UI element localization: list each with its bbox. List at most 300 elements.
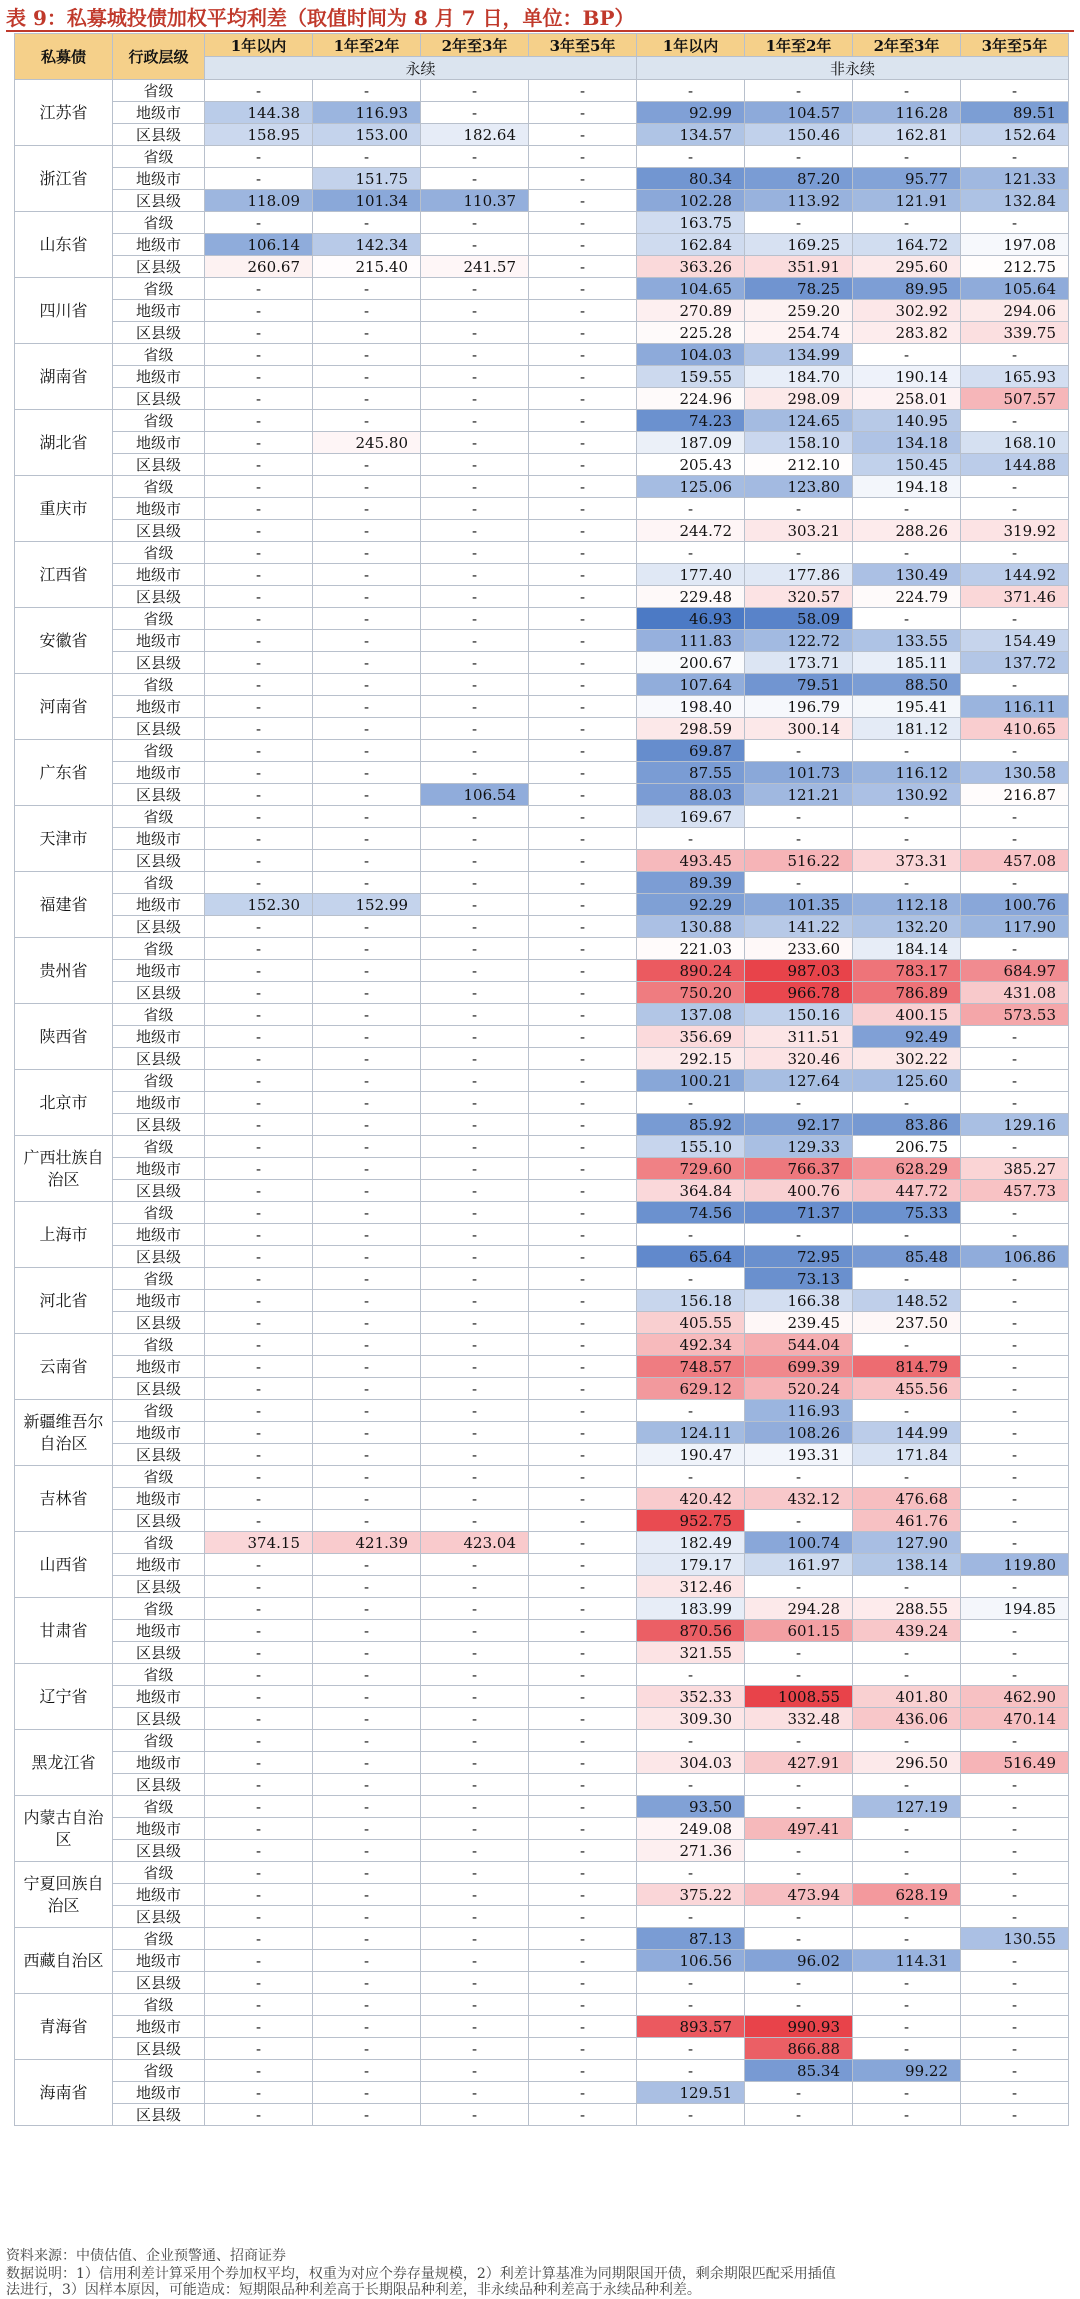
value-cell: 492.34 bbox=[637, 1334, 745, 1356]
value-cell: - bbox=[205, 916, 313, 938]
value-cell: - bbox=[421, 1114, 529, 1136]
table-row bbox=[15, 168, 1069, 190]
value-cell: - bbox=[313, 1444, 421, 1466]
value-cell: - bbox=[853, 1576, 961, 1598]
level-cell: 区县级 bbox=[113, 1114, 205, 1136]
value-cell: 130.55 bbox=[961, 1928, 1069, 1950]
value-cell: - bbox=[529, 784, 637, 806]
table-row bbox=[15, 1158, 1069, 1180]
value-cell: - bbox=[205, 1136, 313, 1158]
value-cell: 952.75 bbox=[637, 1510, 745, 1532]
level-cell: 区县级 bbox=[113, 652, 205, 674]
province-cell: 吉林省 bbox=[15, 1466, 113, 1532]
value-cell: - bbox=[529, 2104, 637, 2126]
table-row bbox=[15, 1884, 1069, 1906]
value-cell: 106.14 bbox=[205, 234, 313, 256]
value-cell: 88.03 bbox=[637, 784, 745, 806]
level-cell: 区县级 bbox=[113, 1444, 205, 1466]
value-cell: 473.94 bbox=[745, 1884, 853, 1906]
header-private-bond: 私募债 bbox=[15, 34, 113, 80]
value-cell: - bbox=[205, 1356, 313, 1378]
table-row bbox=[15, 1510, 1069, 1532]
value-cell: - bbox=[529, 652, 637, 674]
value-cell: 493.45 bbox=[637, 850, 745, 872]
table-row bbox=[15, 1840, 1069, 1862]
province-cell: 陕西省 bbox=[15, 1004, 113, 1070]
value-cell: 164.72 bbox=[853, 234, 961, 256]
value-cell: - bbox=[421, 212, 529, 234]
value-cell: - bbox=[421, 520, 529, 542]
table-row bbox=[15, 542, 1069, 564]
value-cell: - bbox=[205, 828, 313, 850]
value-cell: - bbox=[205, 1070, 313, 1092]
value-cell: - bbox=[205, 146, 313, 168]
value-cell: 729.60 bbox=[637, 1158, 745, 1180]
value-cell: 150.16 bbox=[745, 1004, 853, 1026]
value-cell: - bbox=[745, 212, 853, 234]
value-cell: 105.64 bbox=[961, 278, 1069, 300]
value-cell: - bbox=[961, 498, 1069, 520]
table-row bbox=[15, 608, 1069, 630]
value-cell: - bbox=[853, 608, 961, 630]
value-cell: - bbox=[529, 2060, 637, 2082]
value-cell: - bbox=[421, 2082, 529, 2104]
value-cell: - bbox=[961, 1092, 1069, 1114]
value-cell: - bbox=[529, 498, 637, 520]
value-cell: - bbox=[421, 454, 529, 476]
value-cell: 237.50 bbox=[853, 1312, 961, 1334]
value-cell: - bbox=[529, 1818, 637, 1840]
value-cell: - bbox=[853, 2104, 961, 2126]
value-cell: - bbox=[205, 1334, 313, 1356]
value-cell: - bbox=[961, 1620, 1069, 1642]
level-cell: 地级市 bbox=[113, 1422, 205, 1444]
value-cell: - bbox=[529, 1950, 637, 1972]
level-cell: 省级 bbox=[113, 740, 205, 762]
value-cell: 101.73 bbox=[745, 762, 853, 784]
value-cell: - bbox=[313, 476, 421, 498]
value-cell: - bbox=[205, 1686, 313, 1708]
table-row bbox=[15, 696, 1069, 718]
value-cell: - bbox=[421, 168, 529, 190]
value-cell: - bbox=[205, 344, 313, 366]
value-cell: - bbox=[421, 630, 529, 652]
value-cell: 814.79 bbox=[853, 1356, 961, 1378]
value-cell: 111.83 bbox=[637, 630, 745, 652]
value-cell: 121.21 bbox=[745, 784, 853, 806]
table-row bbox=[15, 1026, 1069, 1048]
table-row bbox=[15, 2104, 1069, 2126]
table-row bbox=[15, 410, 1069, 432]
value-cell: - bbox=[853, 806, 961, 828]
value-cell: - bbox=[529, 1708, 637, 1730]
value-cell: 283.82 bbox=[853, 322, 961, 344]
province-cell: 宁夏回族自治区 bbox=[15, 1862, 113, 1928]
value-cell: - bbox=[853, 1840, 961, 1862]
value-cell: - bbox=[421, 1180, 529, 1202]
table-row bbox=[15, 564, 1069, 586]
table-row bbox=[15, 1048, 1069, 1070]
value-cell: - bbox=[529, 1004, 637, 1026]
value-cell: 401.80 bbox=[853, 1686, 961, 1708]
value-cell: - bbox=[421, 322, 529, 344]
value-cell: - bbox=[205, 1224, 313, 1246]
value-cell: - bbox=[853, 1334, 961, 1356]
value-cell: - bbox=[421, 652, 529, 674]
value-cell: - bbox=[529, 388, 637, 410]
value-cell: - bbox=[205, 806, 313, 828]
value-cell: - bbox=[421, 1774, 529, 1796]
value-cell: - bbox=[853, 498, 961, 520]
value-cell: - bbox=[745, 2104, 853, 2126]
value-cell: - bbox=[313, 1686, 421, 1708]
level-cell: 地级市 bbox=[113, 564, 205, 586]
value-cell: - bbox=[529, 740, 637, 762]
level-cell: 省级 bbox=[113, 410, 205, 432]
province-cell: 新疆维吾尔自治区 bbox=[15, 1400, 113, 1466]
value-cell: - bbox=[853, 1862, 961, 1884]
level-cell: 地级市 bbox=[113, 1752, 205, 1774]
value-cell: 573.53 bbox=[961, 1004, 1069, 1026]
value-cell: - bbox=[421, 1268, 529, 1290]
value-cell: - bbox=[961, 1224, 1069, 1246]
table-row bbox=[15, 960, 1069, 982]
value-cell: - bbox=[853, 1730, 961, 1752]
value-cell: 254.74 bbox=[745, 322, 853, 344]
value-cell: - bbox=[313, 696, 421, 718]
level-cell: 区县级 bbox=[113, 1378, 205, 1400]
value-cell: - bbox=[745, 542, 853, 564]
level-cell: 区县级 bbox=[113, 256, 205, 278]
value-cell: - bbox=[421, 1840, 529, 1862]
table-row bbox=[15, 1466, 1069, 1488]
value-cell: 684.97 bbox=[961, 960, 1069, 982]
value-cell: - bbox=[313, 1664, 421, 1686]
value-cell: 195.41 bbox=[853, 696, 961, 718]
value-cell: - bbox=[745, 1840, 853, 1862]
value-cell: - bbox=[313, 410, 421, 432]
level-cell: 地级市 bbox=[113, 1158, 205, 1180]
value-cell: - bbox=[421, 1136, 529, 1158]
value-cell: - bbox=[313, 1202, 421, 1224]
value-cell: 364.84 bbox=[637, 1180, 745, 1202]
value-cell: 300.14 bbox=[745, 718, 853, 740]
value-cell: - bbox=[421, 1290, 529, 1312]
value-cell: - bbox=[313, 1972, 421, 1994]
table-row bbox=[15, 2082, 1069, 2104]
table-row bbox=[15, 1444, 1069, 1466]
value-cell: - bbox=[529, 1730, 637, 1752]
value-cell: - bbox=[205, 1114, 313, 1136]
table-row bbox=[15, 1752, 1069, 1774]
value-cell: - bbox=[853, 1092, 961, 1114]
level-cell: 区县级 bbox=[113, 2038, 205, 2060]
value-cell: - bbox=[853, 2016, 961, 2038]
value-cell: 89.51 bbox=[961, 102, 1069, 124]
value-cell: - bbox=[313, 1862, 421, 1884]
value-cell: - bbox=[961, 1422, 1069, 1444]
value-cell: - bbox=[745, 2082, 853, 2104]
province-cell: 西藏自治区 bbox=[15, 1928, 113, 1994]
value-cell: - bbox=[529, 1466, 637, 1488]
value-cell: - bbox=[313, 1906, 421, 1928]
value-cell: 221.03 bbox=[637, 938, 745, 960]
province-cell: 云南省 bbox=[15, 1334, 113, 1400]
value-cell: - bbox=[313, 828, 421, 850]
value-cell: - bbox=[529, 454, 637, 476]
value-cell: 320.57 bbox=[745, 586, 853, 608]
province-cell: 河南省 bbox=[15, 674, 113, 740]
value-cell: 156.18 bbox=[637, 1290, 745, 1312]
value-cell: - bbox=[313, 366, 421, 388]
value-cell: - bbox=[529, 2082, 637, 2104]
value-cell: - bbox=[961, 1884, 1069, 1906]
value-cell: - bbox=[313, 630, 421, 652]
value-cell: 177.40 bbox=[637, 564, 745, 586]
value-cell: - bbox=[313, 300, 421, 322]
value-cell: - bbox=[313, 1092, 421, 1114]
value-cell: 110.37 bbox=[421, 190, 529, 212]
value-cell: - bbox=[637, 1224, 745, 1246]
table-row bbox=[15, 762, 1069, 784]
table-row bbox=[15, 322, 1069, 344]
level-cell: 区县级 bbox=[113, 1972, 205, 1994]
province-cell: 山西省 bbox=[15, 1532, 113, 1598]
value-cell: - bbox=[961, 1400, 1069, 1422]
value-cell: - bbox=[205, 520, 313, 542]
value-cell: 69.87 bbox=[637, 740, 745, 762]
level-cell: 省级 bbox=[113, 1994, 205, 2016]
value-cell: 150.45 bbox=[853, 454, 961, 476]
value-cell: - bbox=[961, 1268, 1069, 1290]
value-cell: 890.24 bbox=[637, 960, 745, 982]
value-cell: - bbox=[637, 1268, 745, 1290]
value-cell: 65.64 bbox=[637, 1246, 745, 1268]
value-cell: - bbox=[529, 1752, 637, 1774]
value-cell: - bbox=[205, 410, 313, 432]
value-cell: - bbox=[853, 2038, 961, 2060]
value-cell: - bbox=[205, 1840, 313, 1862]
level-cell: 地级市 bbox=[113, 300, 205, 322]
value-cell: 116.93 bbox=[745, 1400, 853, 1422]
value-cell: 80.34 bbox=[637, 168, 745, 190]
table-row bbox=[15, 982, 1069, 1004]
value-cell: - bbox=[313, 1752, 421, 1774]
level-cell: 区县级 bbox=[113, 1312, 205, 1334]
value-cell: - bbox=[205, 1510, 313, 1532]
value-cell: - bbox=[421, 344, 529, 366]
data-note-line-2: 法进行，3）因样本原因，可能造成：短期限品种利差高于长期限品种利差，非永续品种利差高于永续品种利差。 bbox=[6, 2282, 701, 2298]
level-cell: 地级市 bbox=[113, 432, 205, 454]
value-cell: - bbox=[421, 1620, 529, 1642]
value-cell: 132.20 bbox=[853, 916, 961, 938]
value-cell: - bbox=[205, 608, 313, 630]
value-cell: - bbox=[421, 1026, 529, 1048]
value-cell: 134.57 bbox=[637, 124, 745, 146]
value-cell: - bbox=[313, 278, 421, 300]
level-cell: 省级 bbox=[113, 344, 205, 366]
value-cell: - bbox=[205, 1378, 313, 1400]
value-cell: - bbox=[421, 916, 529, 938]
value-cell: 245.80 bbox=[313, 432, 421, 454]
value-cell: - bbox=[313, 2038, 421, 2060]
level-cell: 省级 bbox=[113, 1532, 205, 1554]
value-cell: 420.42 bbox=[637, 1488, 745, 1510]
value-cell: - bbox=[853, 1268, 961, 1290]
value-cell: 224.79 bbox=[853, 586, 961, 608]
value-cell: 352.33 bbox=[637, 1686, 745, 1708]
value-cell: 162.81 bbox=[853, 124, 961, 146]
province-cell: 北京市 bbox=[15, 1070, 113, 1136]
value-cell: - bbox=[961, 1906, 1069, 1928]
value-cell: - bbox=[205, 1752, 313, 1774]
value-cell: - bbox=[313, 1994, 421, 2016]
value-cell: - bbox=[421, 1642, 529, 1664]
value-cell: - bbox=[529, 1048, 637, 1070]
value-cell: - bbox=[961, 1488, 1069, 1510]
value-cell: 271.36 bbox=[637, 1840, 745, 1862]
table-row bbox=[15, 212, 1069, 234]
table-row bbox=[15, 1862, 1069, 1884]
value-cell: 520.24 bbox=[745, 1378, 853, 1400]
value-cell: 106.56 bbox=[637, 1950, 745, 1972]
value-cell: - bbox=[853, 1818, 961, 1840]
value-cell: - bbox=[421, 1048, 529, 1070]
level-cell: 地级市 bbox=[113, 1356, 205, 1378]
data-note-line-1: 数据说明：1）信用利差计算采用个券加权平均，权重为对应个券存量规模，2）利差计算基准为同期限国开债，剩余期限匹配采用插值 bbox=[6, 2266, 836, 2282]
value-cell: - bbox=[853, 1664, 961, 1686]
value-cell: 127.19 bbox=[853, 1796, 961, 1818]
level-cell: 省级 bbox=[113, 212, 205, 234]
province-cell: 江西省 bbox=[15, 542, 113, 608]
value-cell: - bbox=[961, 740, 1069, 762]
value-cell: 106.86 bbox=[961, 1246, 1069, 1268]
value-cell: - bbox=[529, 916, 637, 938]
value-cell: - bbox=[421, 300, 529, 322]
value-cell: - bbox=[313, 1334, 421, 1356]
value-cell: - bbox=[421, 1796, 529, 1818]
level-cell: 区县级 bbox=[113, 520, 205, 542]
province-cell: 黑龙江省 bbox=[15, 1730, 113, 1796]
table-row bbox=[15, 146, 1069, 168]
value-cell: 410.65 bbox=[961, 718, 1069, 740]
value-cell: 125.60 bbox=[853, 1070, 961, 1092]
value-cell: 786.89 bbox=[853, 982, 961, 1004]
value-cell: - bbox=[421, 1422, 529, 1444]
value-cell: - bbox=[421, 410, 529, 432]
level-cell: 地级市 bbox=[113, 1092, 205, 1114]
header-term: 3年至5年 bbox=[529, 34, 637, 57]
value-cell: 173.71 bbox=[745, 652, 853, 674]
value-cell: 144.99 bbox=[853, 1422, 961, 1444]
value-cell: 497.41 bbox=[745, 1818, 853, 1840]
value-cell: - bbox=[745, 1466, 853, 1488]
value-cell: - bbox=[205, 740, 313, 762]
value-cell: - bbox=[961, 1026, 1069, 1048]
value-cell: - bbox=[961, 1950, 1069, 1972]
value-cell: - bbox=[313, 1554, 421, 1576]
value-cell: - bbox=[205, 454, 313, 476]
value-cell: 457.73 bbox=[961, 1180, 1069, 1202]
value-cell: - bbox=[205, 278, 313, 300]
value-cell: - bbox=[205, 872, 313, 894]
value-cell: 421.39 bbox=[313, 1532, 421, 1554]
value-cell: - bbox=[313, 498, 421, 520]
level-cell: 省级 bbox=[113, 1862, 205, 1884]
value-cell: - bbox=[421, 740, 529, 762]
value-cell: - bbox=[637, 2060, 745, 2082]
value-cell: - bbox=[529, 1972, 637, 1994]
value-cell: - bbox=[421, 2016, 529, 2038]
value-cell: - bbox=[529, 960, 637, 982]
value-cell: - bbox=[421, 1752, 529, 1774]
value-cell: - bbox=[529, 1774, 637, 1796]
table-row bbox=[15, 850, 1069, 872]
level-cell: 地级市 bbox=[113, 1950, 205, 1972]
value-cell: 92.29 bbox=[637, 894, 745, 916]
value-cell: - bbox=[529, 366, 637, 388]
value-cell: 104.65 bbox=[637, 278, 745, 300]
value-cell: - bbox=[205, 718, 313, 740]
value-cell: - bbox=[637, 1862, 745, 1884]
value-cell: - bbox=[961, 1972, 1069, 1994]
table-row bbox=[15, 674, 1069, 696]
value-cell: - bbox=[529, 1114, 637, 1136]
value-cell: 152.64 bbox=[961, 124, 1069, 146]
value-cell: - bbox=[961, 1840, 1069, 1862]
value-cell: 244.72 bbox=[637, 520, 745, 542]
value-cell: 431.08 bbox=[961, 982, 1069, 1004]
value-cell: - bbox=[853, 1466, 961, 1488]
value-cell: - bbox=[853, 1224, 961, 1246]
value-cell: - bbox=[313, 872, 421, 894]
value-cell: - bbox=[313, 146, 421, 168]
value-cell: - bbox=[205, 1488, 313, 1510]
province-cell: 青海省 bbox=[15, 1994, 113, 2060]
table-row bbox=[15, 1070, 1069, 1092]
value-cell: 356.69 bbox=[637, 1026, 745, 1048]
value-cell: - bbox=[313, 1004, 421, 1026]
table-row bbox=[15, 872, 1069, 894]
value-cell: 270.89 bbox=[637, 300, 745, 322]
value-cell: - bbox=[529, 1576, 637, 1598]
value-cell: 196.79 bbox=[745, 696, 853, 718]
value-cell: - bbox=[421, 872, 529, 894]
level-cell: 区县级 bbox=[113, 1048, 205, 1070]
value-cell: - bbox=[637, 2038, 745, 2060]
level-cell: 地级市 bbox=[113, 1884, 205, 1906]
table-row bbox=[15, 586, 1069, 608]
value-cell: - bbox=[313, 1510, 421, 1532]
value-cell: 133.55 bbox=[853, 630, 961, 652]
value-cell: - bbox=[205, 784, 313, 806]
level-cell: 区县级 bbox=[113, 1774, 205, 1796]
level-cell: 地级市 bbox=[113, 1224, 205, 1246]
value-cell: - bbox=[529, 1532, 637, 1554]
value-cell: 260.67 bbox=[205, 256, 313, 278]
value-cell: - bbox=[421, 1972, 529, 1994]
level-cell: 区县级 bbox=[113, 2104, 205, 2126]
value-cell: - bbox=[421, 2038, 529, 2060]
value-cell: 371.46 bbox=[961, 586, 1069, 608]
level-cell: 区县级 bbox=[113, 1246, 205, 1268]
value-cell: - bbox=[205, 1950, 313, 1972]
level-cell: 区县级 bbox=[113, 1510, 205, 1532]
value-cell: - bbox=[421, 1334, 529, 1356]
table-row bbox=[15, 344, 1069, 366]
table-row bbox=[15, 1554, 1069, 1576]
value-cell: 74.23 bbox=[637, 410, 745, 432]
